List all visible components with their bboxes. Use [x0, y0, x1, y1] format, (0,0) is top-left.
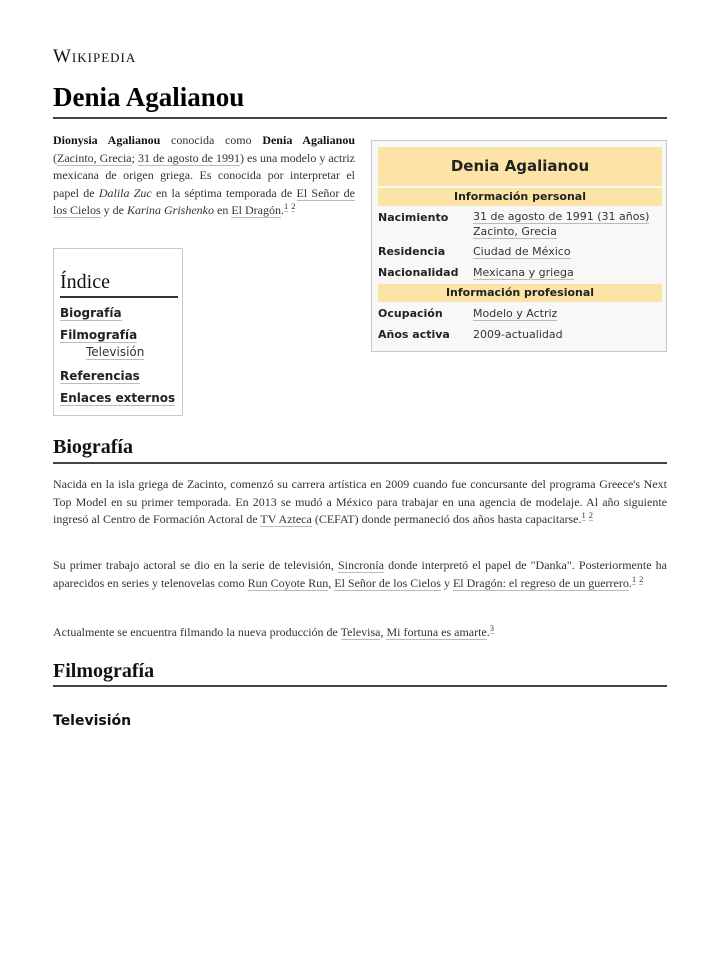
ref-link[interactable]: 2: [588, 510, 594, 520]
bio-text: .: [628, 575, 632, 590]
role-karina: Karina Grishenko: [127, 203, 214, 217]
lead-text: ;: [131, 150, 138, 165]
link-run-coyote-run[interactable]: Run Coyote Run: [247, 575, 329, 590]
ref-link[interactable]: 1: [283, 201, 289, 211]
infobox-value-nacimiento: [473, 209, 649, 239]
bio-text: ,: [380, 625, 387, 639]
toc-title: Índice: [60, 271, 110, 293]
table-of-contents: [53, 248, 183, 416]
lead-paragraph: [53, 132, 355, 220]
link-sincronia[interactable]: Sincronía: [337, 558, 384, 572]
bio-text: .: [486, 625, 490, 639]
link-birthdate[interactable]: 31 de agosto de 1991 (31 años): [473, 210, 650, 223]
toc-item-enlaces-externos[interactable]: Enlaces externos: [60, 391, 176, 405]
infobox-label-nacimiento: Nacimiento: [378, 211, 449, 224]
bio-text: y: [440, 575, 453, 590]
link-tv-azteca[interactable]: TV Azteca: [260, 512, 312, 526]
ref-link[interactable]: 1: [581, 510, 586, 520]
bio-paragraph-2: [53, 557, 667, 592]
infobox-label-nacionalidad: Nacionalidad: [378, 266, 459, 279]
toc-item-filmografia[interactable]: Filmografía: [60, 328, 138, 342]
infobox-value-nacionalidad[interactable]: Mexicana y griega: [473, 266, 574, 279]
toc-item-television[interactable]: Televisión: [86, 345, 145, 359]
bio-text: Actualmente se encuentra filmando la nueva producción de: [53, 625, 341, 639]
lead-text: en la séptima temporada de: [151, 185, 297, 200]
infobox: [371, 140, 667, 352]
link-televisa[interactable]: Televisa: [340, 625, 381, 639]
title-divider: [53, 117, 667, 119]
ref-link[interactable]: 1: [631, 573, 637, 584]
infobox-label-anos-activa: Años activa: [378, 328, 450, 341]
toc-divider: [60, 296, 178, 298]
section-divider: [53, 685, 667, 687]
infobox-value-residencia[interactable]: Ciudad de México: [473, 245, 571, 258]
bio-text: Nacida en la isla griega de Zacinto, comenzó su carrera artística en 2009 cuando fue concursante del programa Greece's Next Top Model en su primer temporada. En 2013 se mudó a México para trabajar en una agencia de modelaje. Al año siguiente ingresó al Centro de Formación Actoral de: [53, 477, 667, 526]
link-zacinto[interactable]: Zacinto, Grecia: [57, 150, 132, 165]
link-birthdate[interactable]: 31 de agosto de 1991: [137, 150, 240, 165]
link-zacinto[interactable]: Zacinto, Grecia: [473, 225, 557, 238]
bio-text: (CEFAT) donde permaneció dos años hasta capacitarse.: [311, 512, 582, 526]
bio-text: Su primer trabajo actoral se dio en la serie de televisión,: [53, 558, 338, 572]
bio-text: donde interpretó el papel de "Danka". Posteriormente ha aparecidos en series y telenovelas como: [53, 558, 667, 590]
role-dalila: Dalila Zuc: [98, 185, 152, 200]
lead-text: conocida como: [160, 133, 263, 147]
lead-text: .: [280, 203, 284, 217]
section-heading-biografia: Biografía: [53, 436, 133, 458]
toc-item-biografia[interactable]: Biografía: [60, 306, 122, 320]
page-title: Denia Agalianou: [53, 82, 245, 112]
lead-text: (: [53, 150, 57, 165]
infobox-value-anos-activa: 2009-actualidad: [473, 328, 563, 341]
infobox-title: Denia Agalianou: [378, 147, 662, 186]
infobox-label-ocupacion: Ocupación: [378, 307, 443, 320]
infobox-value-ocupacion[interactable]: Modelo y Actriz: [473, 307, 558, 320]
link-mi-fortuna-es-amarte[interactable]: Mi fortuna es amarte: [386, 625, 487, 639]
lead-text: ) es una modelo y actriz mexicana de origen griega. Es conocida por interpretar el papel de: [53, 150, 355, 200]
infobox-label-residencia: Residencia: [378, 245, 446, 258]
infobox-section-personal: Información personal: [378, 188, 662, 206]
ref-link[interactable]: 2: [639, 573, 644, 584]
bio-paragraph-1: [53, 476, 667, 529]
bio-paragraph-3: [53, 624, 667, 642]
wikipedia-logo[interactable]: Wikipedia: [53, 46, 137, 67]
ref-link[interactable]: 3: [489, 623, 495, 633]
ref-link[interactable]: 2: [291, 201, 296, 211]
link-senor-de-los-cielos[interactable]: El Señor de los Cielos: [53, 185, 355, 217]
lead-known-name: Denia Agalianou: [262, 133, 355, 147]
link-el-dragon-regreso[interactable]: El Dragón: el regreso de un guerrero: [452, 575, 629, 590]
lead-text: en: [214, 203, 232, 217]
section-heading-filmografia: Filmografía: [53, 660, 155, 682]
link-senor-de-los-cielos[interactable]: El Señor de los Cielos: [334, 575, 441, 590]
toc-item-referencias[interactable]: Referencias: [60, 369, 140, 383]
bio-text: ,: [328, 575, 335, 590]
lead-text: y de: [100, 203, 127, 217]
link-el-dragon[interactable]: El Dragón: [231, 203, 281, 217]
infobox-section-profesional: Información profesional: [378, 284, 662, 302]
lead-full-name: Dionysia Agalianou: [53, 133, 161, 147]
section-divider: [53, 462, 667, 464]
subsection-heading-television: Televisión: [53, 713, 132, 729]
